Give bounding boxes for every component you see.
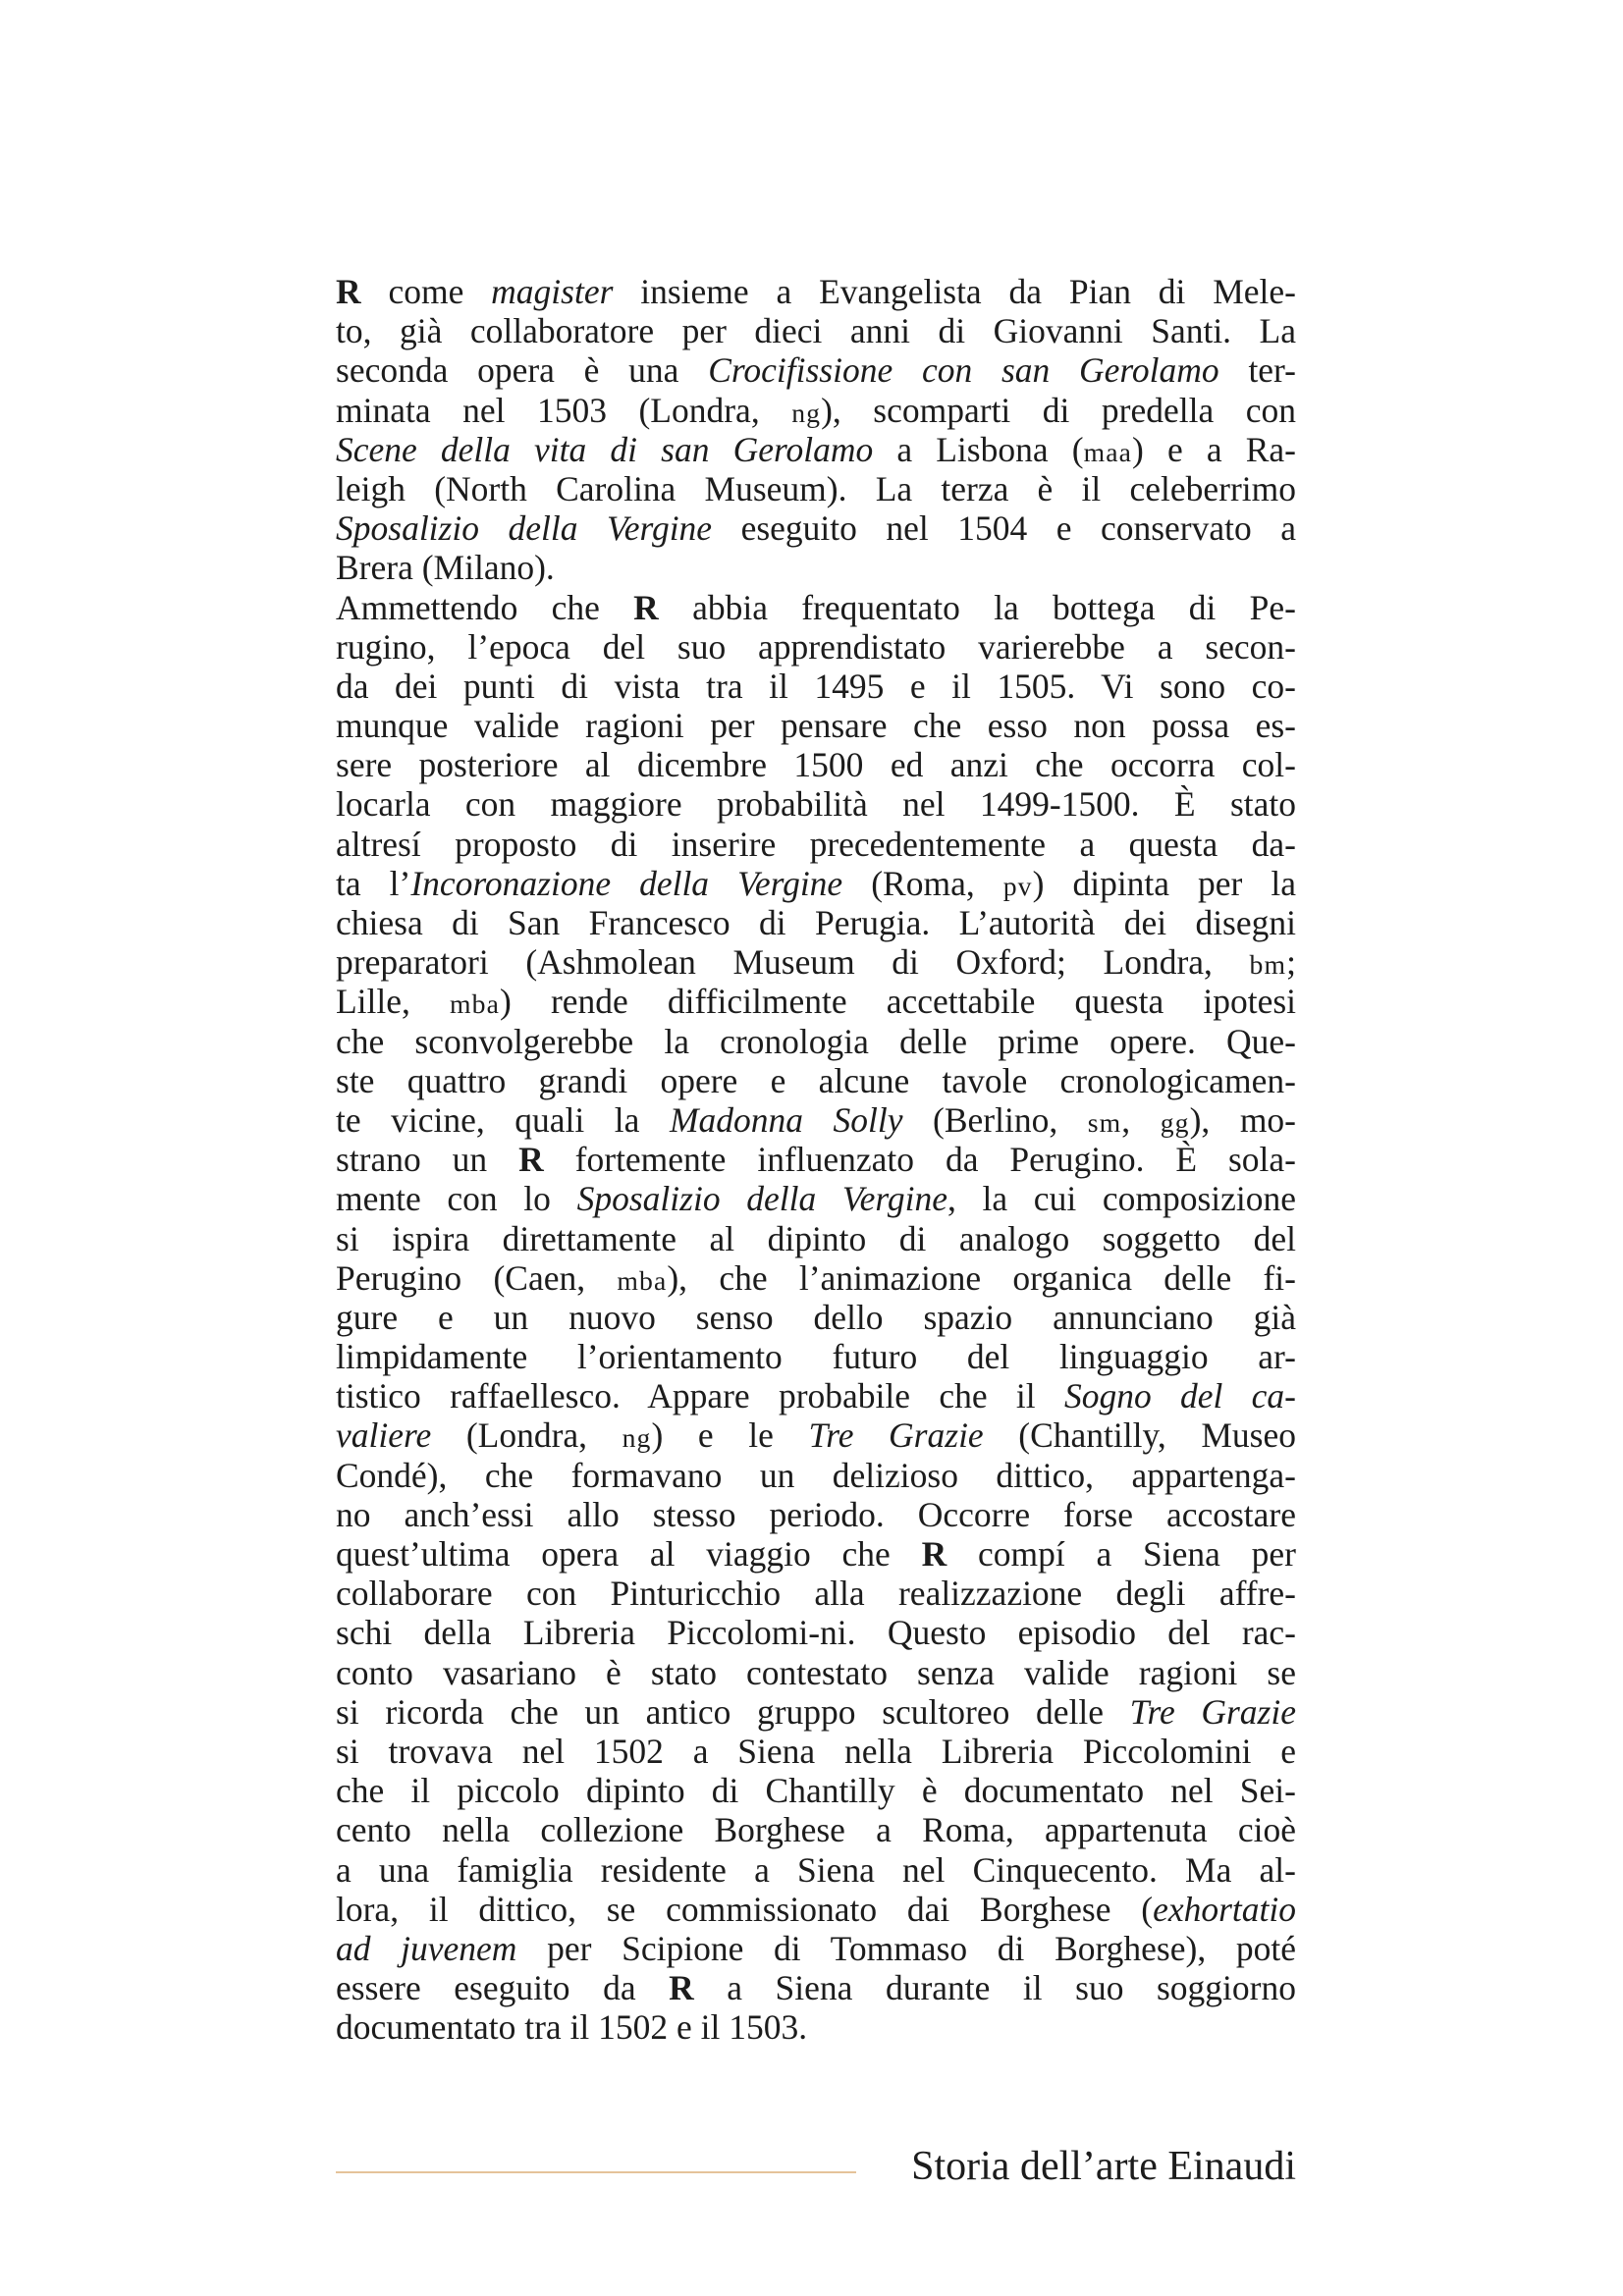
text-line bbox=[336, 1968, 1296, 2007]
text-run: cento nella collezione Borghese a Roma, appartenuta cioè bbox=[336, 1810, 1296, 1850]
text-run: te vicine, quali la bbox=[336, 1099, 670, 1140]
text-line bbox=[336, 1456, 1296, 1495]
bold-initial: R bbox=[336, 272, 361, 311]
text-run: ; bbox=[1286, 942, 1296, 983]
text-line bbox=[336, 1574, 1296, 1613]
text-run: chiesa di San Francesco di Perugia. L’autorità dei disegni bbox=[336, 903, 1296, 942]
text-run: si ispira direttamente al dipinto di analogo soggetto del bbox=[336, 1218, 1296, 1258]
text-line bbox=[336, 1061, 1296, 1100]
small-caps-abbr: ng bbox=[791, 397, 822, 428]
text-line bbox=[336, 391, 1296, 430]
text-run: no anch’essi allo stesso periodo. Occorre forse accostare bbox=[336, 1494, 1296, 1534]
text-run: rugino, l’epoca del suo apprendistato varierebbe a secon- bbox=[336, 626, 1296, 667]
text-run: come bbox=[360, 272, 492, 311]
text-line bbox=[336, 350, 1296, 390]
text-run: Condé), che formavano un delizioso dittico, appartenga- bbox=[336, 1455, 1296, 1495]
text-run: gure e un nuovo senso dello spazio annunciano già bbox=[336, 1297, 1296, 1337]
text-run: insieme a Evangelista da Pian di Mele- bbox=[613, 272, 1296, 311]
text-run: che il piccolo dipinto di Chantilly è documentato nel Sei- bbox=[336, 1771, 1296, 1811]
text-line bbox=[336, 825, 1296, 864]
text-line bbox=[336, 508, 1296, 548]
text-run: , bbox=[1121, 1099, 1161, 1140]
text-run: to, già collaboratore per dieci anni di Giovanni Santi. La bbox=[336, 311, 1296, 351]
text-line bbox=[336, 1140, 1296, 1179]
text-line bbox=[336, 1179, 1296, 1218]
text-line bbox=[336, 1771, 1296, 1810]
italic-title: Incoronazione della Vergine bbox=[410, 863, 843, 903]
text-line bbox=[336, 1850, 1296, 1890]
text-run: schi della Libreria Piccolomi-ni. Questo episodio del rac- bbox=[336, 1613, 1296, 1653]
text-run: , la cui composizione bbox=[947, 1179, 1297, 1219]
italic-title: magister bbox=[491, 272, 614, 311]
text-line bbox=[336, 1732, 1296, 1771]
text-line bbox=[336, 864, 1296, 903]
body-text bbox=[336, 272, 1296, 2047]
small-caps-abbr: sm bbox=[1087, 1106, 1122, 1138]
text-run: (Roma, bbox=[842, 863, 1003, 903]
text-line bbox=[336, 2007, 1296, 2047]
italic-title: Tre Grazie bbox=[1129, 1691, 1296, 1732]
text-run: limpidamente l’orientamento futuro del linguaggio ar- bbox=[336, 1337, 1296, 1377]
text-line bbox=[336, 1100, 1296, 1140]
text-run: tistico raffaellesco. Appare probabile che il bbox=[336, 1376, 1064, 1416]
text-run: preparatori (Ashmolean Museum di Oxford; Londra, bbox=[336, 942, 1250, 983]
text-line bbox=[336, 1810, 1296, 1849]
text-line bbox=[336, 1534, 1296, 1574]
text-line bbox=[336, 667, 1296, 706]
footer-rule bbox=[336, 2171, 856, 2173]
text-line bbox=[336, 548, 1296, 587]
small-caps-abbr: maa bbox=[1083, 436, 1133, 467]
text-run: a Lisbona ( bbox=[873, 429, 1084, 469]
text-line bbox=[336, 272, 1296, 311]
text-run: a una famiglia residente a Siena nel Cinquecento. Ma al- bbox=[336, 1849, 1296, 1890]
bold-initial: R bbox=[921, 1534, 947, 1574]
text-run: da dei punti di vista tra il 1495 e il 1505. Vi sono co- bbox=[336, 666, 1296, 706]
text-run: ) e a Ra- bbox=[1132, 429, 1297, 469]
text-run: collaborare con Pinturicchio alla realizzazione degli affre- bbox=[336, 1574, 1296, 1614]
italic-title: Scene della vita di san Gerolamo bbox=[336, 429, 874, 469]
text-line bbox=[336, 982, 1296, 1021]
text-line bbox=[336, 588, 1296, 627]
text-run: ta l’ bbox=[336, 863, 411, 903]
italic-title: Sogno del ca- bbox=[1063, 1376, 1296, 1416]
text-run: sere posteriore al dicembre 1500 ed anzi che occorra col- bbox=[336, 745, 1296, 785]
text-run: Perugino (Caen, bbox=[336, 1257, 618, 1298]
italic-title: Crocifissione con san Gerolamo bbox=[708, 350, 1219, 391]
text-line bbox=[336, 1376, 1296, 1415]
text-run: mente con lo bbox=[336, 1179, 577, 1219]
text-line bbox=[336, 706, 1296, 745]
text-run: fortemente influenzato da Perugino. È sola- bbox=[543, 1140, 1296, 1180]
small-caps-abbr: mba bbox=[450, 988, 501, 1020]
text-run: ), scomparti di predella con bbox=[821, 390, 1296, 430]
text-run: seconda opera è una bbox=[336, 350, 709, 391]
text-line bbox=[336, 1692, 1296, 1732]
text-run: (Berlino, bbox=[902, 1099, 1088, 1140]
text-run: ) rende difficilmente accettabile questa ipotesi bbox=[500, 982, 1297, 1022]
text-line bbox=[336, 1890, 1296, 1929]
page-footer bbox=[336, 2142, 1296, 2191]
text-run: si ricorda che un antico gruppo scultoreo delle bbox=[336, 1691, 1130, 1732]
text-run: essere eseguito da bbox=[336, 1968, 670, 2008]
bold-initial: R bbox=[669, 1968, 694, 2008]
text-run: (Londra, bbox=[431, 1415, 622, 1456]
text-line bbox=[336, 1495, 1296, 1534]
small-caps-abbr: ng bbox=[622, 1422, 652, 1454]
text-run: si trovava nel 1502 a Siena nella Libreria Piccolomini e bbox=[336, 1731, 1296, 1771]
bold-initial: R bbox=[518, 1140, 544, 1180]
text-line bbox=[336, 1653, 1296, 1692]
bold-initial: R bbox=[633, 587, 659, 627]
text-run: abbia frequentato la bottega di Pe- bbox=[658, 587, 1297, 627]
small-caps-abbr: bm bbox=[1249, 949, 1287, 981]
small-caps-abbr: mba bbox=[617, 1264, 668, 1296]
text-line bbox=[336, 469, 1296, 508]
text-line bbox=[336, 311, 1296, 350]
text-line bbox=[336, 430, 1296, 469]
text-line bbox=[336, 1415, 1296, 1455]
italic-title: Tre Grazie bbox=[808, 1415, 984, 1456]
italic-title: Sposalizio della Vergine bbox=[336, 508, 713, 549]
text-run: munque valide ragioni per pensare che esso non possa es- bbox=[336, 706, 1296, 746]
italic-title: Madonna Solly bbox=[669, 1099, 903, 1140]
text-run: strano un bbox=[336, 1140, 519, 1180]
italic-title: exhortatio bbox=[1153, 1889, 1296, 1929]
text-run: Ammettendo che bbox=[336, 587, 634, 627]
text-line bbox=[336, 627, 1296, 667]
text-line bbox=[336, 1929, 1296, 1968]
text-run: Lille, bbox=[336, 982, 451, 1022]
text-run: (Chantilly, Museo bbox=[983, 1415, 1296, 1456]
text-run: quest’ultima opera al viaggio che bbox=[336, 1534, 922, 1574]
text-line bbox=[336, 1613, 1296, 1652]
text-line bbox=[336, 903, 1296, 942]
text-run: che sconvolgerebbe la cronologia delle prime opere. Que- bbox=[336, 1021, 1296, 1061]
text-run: ) dipinta per la bbox=[1032, 863, 1297, 903]
text-run: locarla con maggiore probabilità nel 1499-1500. È stato bbox=[336, 784, 1296, 825]
text-run: ter- bbox=[1218, 350, 1296, 391]
text-run: compí a Siena per bbox=[947, 1534, 1297, 1574]
text-run: a Siena durante il suo soggiorno bbox=[693, 1968, 1296, 2008]
small-caps-abbr: pv bbox=[1002, 870, 1033, 901]
text-run: minata nel 1503 (Londra, bbox=[336, 390, 792, 430]
text-run: ste quattro grandi opere e alcune tavole cronologicamen- bbox=[336, 1060, 1296, 1100]
text-run: documentato tra il 1502 e il 1503. bbox=[336, 2007, 808, 2048]
text-run: per Scipione di Tommaso di Borghese), poté bbox=[516, 1928, 1296, 1968]
text-line bbox=[336, 745, 1296, 784]
footer-title: Storia dell’arte Einaudi bbox=[911, 2144, 1296, 2189]
text-line bbox=[336, 1219, 1296, 1258]
text-run: ), che l’animazione organica delle fi- bbox=[667, 1257, 1296, 1298]
italic-title: ad juvenem bbox=[336, 1928, 517, 1968]
text-run: ) e le bbox=[651, 1415, 809, 1456]
text-run: conto vasariano è stato contestato senza valide ragioni se bbox=[336, 1652, 1296, 1692]
text-run: leigh (North Carolina Museum). La terza è il celeberrimo bbox=[336, 468, 1296, 508]
small-caps-abbr: gg bbox=[1160, 1106, 1190, 1138]
text-run: eseguito nel 1504 e conservato a bbox=[712, 508, 1296, 549]
text-run: lora, il dittico, se commissionato dai Borghese ( bbox=[336, 1889, 1154, 1929]
text-line bbox=[336, 1337, 1296, 1376]
italic-title: Sposalizio della Vergine bbox=[576, 1179, 947, 1219]
text-line bbox=[336, 1022, 1296, 1061]
text-line bbox=[336, 942, 1296, 982]
text-run: Brera (Milano). bbox=[336, 548, 555, 588]
text-run: altresí proposto di inserire precedentemente a questa da- bbox=[336, 824, 1296, 864]
text-line bbox=[336, 784, 1296, 824]
text-line bbox=[336, 1258, 1296, 1298]
text-run: ), mo- bbox=[1189, 1099, 1296, 1140]
italic-title: valiere bbox=[336, 1415, 432, 1456]
text-line bbox=[336, 1298, 1296, 1337]
